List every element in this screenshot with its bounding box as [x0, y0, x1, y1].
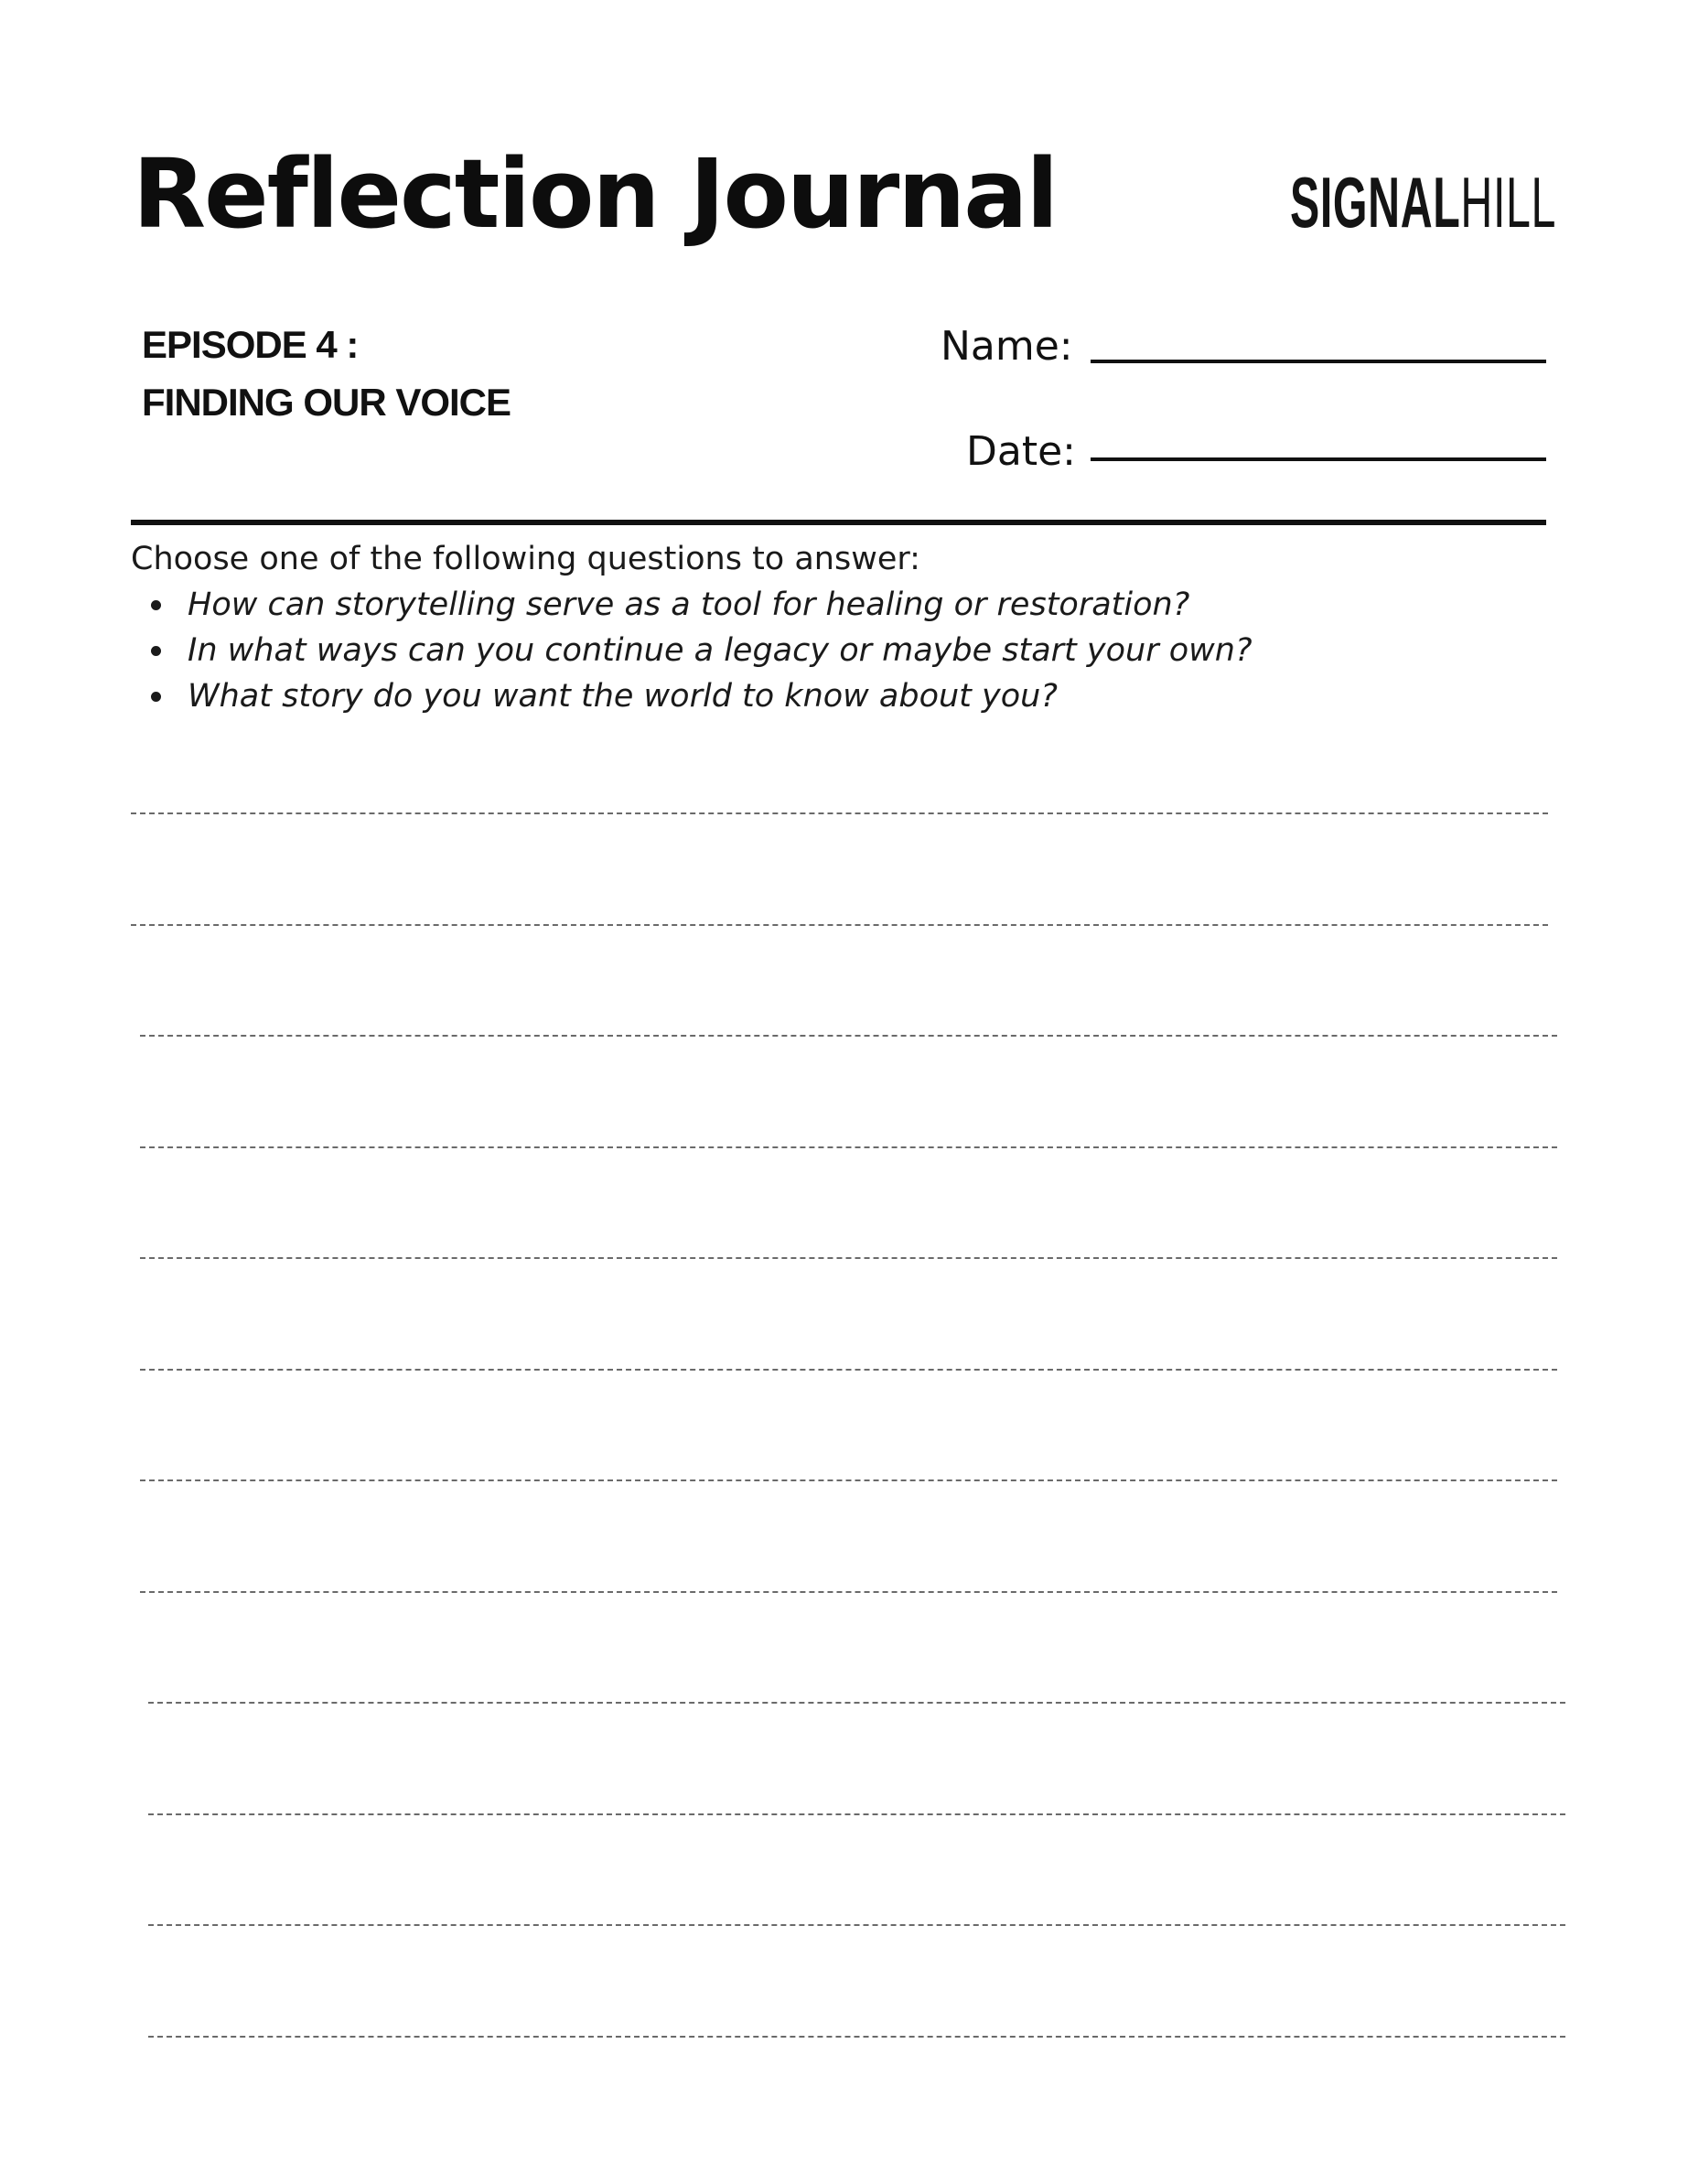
question-item: [131, 582, 1253, 628]
writing-line[interactable]: [140, 1369, 1557, 1371]
writing-line[interactable]: [140, 1146, 1557, 1148]
question-item: [131, 673, 1253, 719]
writing-line[interactable]: [148, 1813, 1565, 1815]
writing-line[interactable]: [140, 1591, 1557, 1593]
writing-line[interactable]: [140, 1035, 1557, 1037]
writing-line[interactable]: [148, 1924, 1565, 1926]
name-label: Name:: [941, 323, 1073, 370]
question-text: In what ways can you continue a legacy or maybe start your own?: [188, 632, 1253, 669]
bullet-icon: [151, 600, 161, 610]
question-list: [131, 582, 1253, 719]
signal-hill-logo: [1290, 162, 1557, 242]
writing-line[interactable]: [148, 1702, 1565, 1704]
episode-heading: [142, 316, 511, 431]
logo-signal-text: SIGNAL: [1290, 162, 1461, 242]
episode-number: EPISODE 4 :: [142, 323, 359, 366]
question-text: How can storytelling serve as a tool for healing or restoration?: [188, 586, 1190, 623]
episode-name: FINDING OUR VOICE: [142, 381, 511, 424]
logo-hill-text: HILL: [1460, 162, 1557, 242]
date-label: Date:: [966, 428, 1076, 475]
writing-line[interactable]: [148, 2036, 1565, 2038]
writing-line[interactable]: [140, 1257, 1557, 1259]
page-title: Reflection Journal: [133, 138, 1058, 250]
writing-line[interactable]: [131, 924, 1548, 926]
question-text: What story do you want the world to know about you?: [188, 678, 1058, 715]
writing-line[interactable]: [140, 1479, 1557, 1481]
bullet-icon: [151, 692, 161, 702]
name-field[interactable]: [1091, 360, 1546, 363]
date-field[interactable]: [1091, 457, 1546, 461]
bullet-icon: [151, 646, 161, 656]
section-divider: [131, 520, 1546, 525]
question-item: [131, 628, 1253, 673]
instruction-prompt: Choose one of the following questions to answer:: [131, 541, 920, 577]
writing-line[interactable]: [131, 812, 1548, 814]
